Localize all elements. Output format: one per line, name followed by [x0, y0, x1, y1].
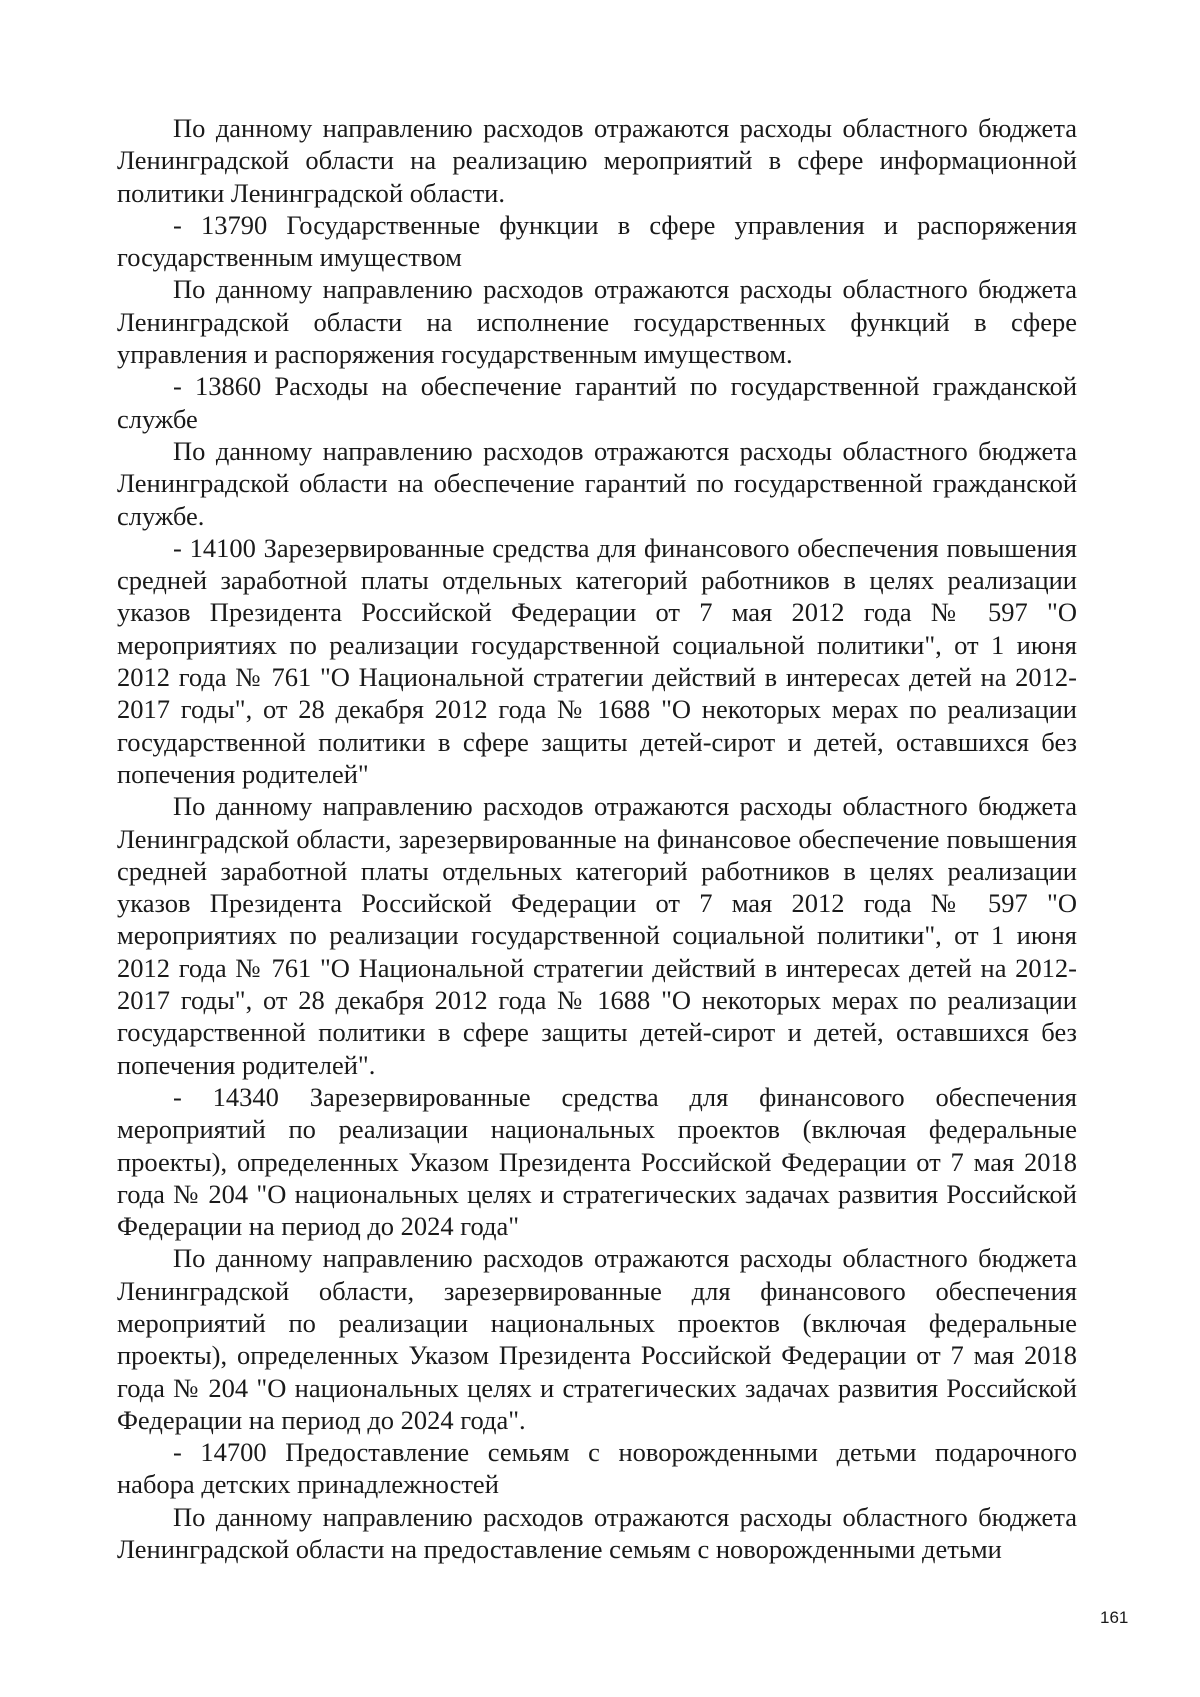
paragraph-item-heading: - 13790 Государственные функции в сфере управления и распоряжения государственным имуществом [117, 209, 1077, 273]
page-number: 161 [1100, 1608, 1129, 1627]
paragraph: По данному направлению расходов отражаются расходы областного бюджета Ленинградской области, зарезервированные для финансового обеспечения мероприятий по реализации национальных проектов (включая федеральные проекты), определенных Указом Президента Российской Федерации от 7 мая 2018 года № 204 "О национальных целях и стратегических задачах развития Российской Федерации на период до 2024 года". [117, 1243, 1077, 1435]
paragraph: По данному направлению расходов отражаются расходы областного бюджета Ленинградской области на предоставление семьям с новорожденными детьми [117, 1501, 1077, 1565]
paragraph: По данному направлению расходов отражаются расходы областного бюджета Ленинградской области на обеспечение гарантий по государственной гражданской службе. [117, 435, 1077, 531]
document-body [117, 112, 1077, 1565]
paragraph: По данному направлению расходов отражаются расходы областного бюджета Ленинградской области, зарезервированные на финансовое обеспечение повышения средней заработной платы отдельных категорий работников в целях реализации указов Президента Российской Федерации от 7 мая 2012 года № 597 "О мероприятиях по реализации государственной социальной политики", от 1 июня 2012 года № 761 "О Национальной стратегии действий в интересах детей на 2012-2017 годы", от 28 декабря 2012 года № 1688 "О некоторых мерах по реализации государственной политики в сфере защиты детей-сирот и детей, оставшихся без попечения родителей". [117, 791, 1077, 1080]
paragraph-item-heading: - 14340 Зарезервированные средства для финансового обеспечения мероприятий по реализации национальных проектов (включая федеральные проекты), определенных Указом Президента Российской Федерации от 7 мая 2018 года № 204 "О национальных целях и стратегических задачах развития Российской Федерации на период до 2024 года" [117, 1081, 1077, 1242]
paragraph-item-heading: - 13860 Расходы на обеспечение гарантий по государственной гражданской службе [117, 371, 1077, 434]
paragraph: По данному направлению расходов отражаются расходы областного бюджета Ленинградской области на исполнение государственных функций в сфере управления и распоряжения государственным имуществом. [117, 274, 1077, 370]
paragraph-item-heading: - 14700 Предоставление семьям с новорожденными детьми подарочного набора детских принадлежностей [117, 1437, 1077, 1500]
paragraph: По данному направлению расходов отражаются расходы областного бюджета Ленинградской области на реализацию мероприятий в сфере информационной политики Ленинградской области. [117, 113, 1077, 208]
paragraph-item-heading: - 14100 Зарезервированные средства для финансового обеспечения повышения средней заработной платы отдельных категорий работников в целях реализации указов Президента Российской Федерации от 7 мая 2012 года № 597 "О мероприятиях по реализации государственной социальной политики", от 1 июня 2012 года № 761 "О Национальной стратегии действий в интересах детей на 2012-2017 годы", от 28 декабря 2012 года № 1688 "О некоторых мерах по реализации государственной политики в сфере защиты детей-сирот и детей, оставшихся без попечения родителей" [117, 532, 1077, 789]
